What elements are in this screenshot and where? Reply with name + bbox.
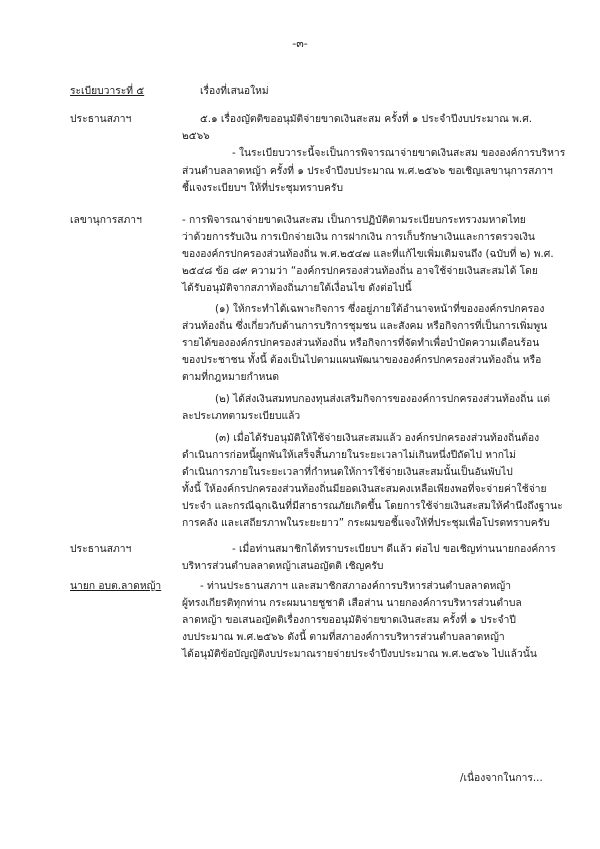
speech-line: - เมื่อท่านสมาชิกได้ทราบระเบียบฯ ดีแล้ว ต่อไป ขอเชิญท่านนายกองค์การ [232, 543, 556, 555]
speech-line: ส่วนตำบลลาดหญ้า ครั้งที่ ๑ ประจำปีงบประมาณ พ.ศ.๒๕๖๖ ขอเชิญเลขานุการสภาฯ [182, 165, 553, 177]
clause-line: ดำเนินการก่อหนี้ผูกพันให้เสร็จสิ้นภายในระยะเวลาไม่เกินหนึ่งปีถัดไป หากไม่ [182, 449, 516, 461]
page-number: -๓- [292, 37, 308, 50]
speech-line: - การพิจารณาจ่ายขาดเงินสะสม เป็นการปฏิบัติตามระเบียบกระทรวงมหาดไทย [182, 214, 526, 226]
clause-line: ละประเภทตามระเบียบแล้ว [182, 410, 301, 422]
clause-line: รายได้ขององค์กรปกครองส่วนท้องถิ่น หรือกิจการที่จัดทำเพื่อบำบัดความเดือนร้อน [182, 337, 540, 349]
clause-line: (๒) ได้ส่งเงินสมทบกองทุนส่งเสริมกิจการขององค์การปกครองส่วนท้องถิ่น แต่ [215, 393, 551, 405]
speech-line: ได้อนุมัติข้อบัญญัติงบประมาณรายจ่ายประจำปีงบประมาณ พ.ศ.๒๕๖๖ ไปแล้วนั้น [182, 648, 537, 660]
speech-line: บริหารส่วนตำบลลาดหญ้าเสนอญัตติ เชิญครับ [182, 560, 384, 572]
speech-line: ว่าด้วยการรับเงิน การเบิกจ่ายเงิน การฝากเงิน การเก็บรักษาเงินและการตรวจเงิน [182, 231, 535, 243]
item-line: ๒๕๖๖ [182, 130, 210, 142]
closing-line: การคลัง และเสถียรภาพในระยะยาว” กระผมขอชี้แจงให้ที่ประชุมเพื่อโปรดทราบครับ [182, 517, 550, 529]
continuation-note: /เนื่องจากในการ... [460, 772, 543, 784]
speech-line: งบประมาณ พ.ศ.๒๕๖๖ ดังนี้ ตามที่สภาองค์การบริหารส่วนตำบลลาดหญ้า [182, 631, 505, 643]
clause-line: ตามที่กฎหมายกำหนด [182, 371, 280, 383]
clause-line: ของประชาชน ทั้งนี้ ต้องเป็นไปตามแผนพัฒนาขององค์กรปกครองส่วนท้องถิ่น หรือ [182, 354, 542, 366]
speech-line: - ท่านประธานสภาฯ และสมาชิกสภาองค์การบริหารส่วนตำบลลาดหญ้า [200, 580, 511, 592]
item-line: ๕.๑ เรื่องญัตติขออนุมัติจ่ายขาดเงินสะสม ครั้งที่ ๑ ประจำปีงบประมาณ พ.ศ. [200, 113, 532, 125]
speech-line: ได้รับอนุมัติจากสภาท้องถิ่นภายใต้เงื่อนไข ดังต่อไปนี้ [182, 282, 412, 294]
speech-line: ผู้ทรงเกียรติทุกท่าน กระผมนายชูชาติ เสือส่าน นายกองค์การบริหารส่วนตำบล [182, 597, 522, 609]
speech-line: ๒๕๔๘ ข้อ ๘๙ ความว่า “องค์กรปกครองส่วนท้องถิ่น อาจใช้จ่ายเงินสะสมได้ โดย [182, 265, 538, 277]
clause-line: (๑) ให้กระทำได้เฉพาะกิจการ ซึ่งอยู่ภายใต้อำนาจหน้าที่ขององค์กรปกครอง [215, 303, 545, 315]
clause-line: (๓) เมื่อได้รับอนุมัติให้ใช้จ่ายเงินสะสมแล้ว องค์กรปกครองส่วนท้องถิ่นต้อง [215, 432, 540, 444]
speaker-label: นายก อบต.ลาดหญ้า [70, 580, 162, 592]
closing-line: ทั้งนี้ ให้องค์กรปกครองส่วนท้องถิ่นมียอดเงินสะสมคงเหลือเพียงพอที่จะจ่ายค่าใช้จ่าย [182, 483, 547, 495]
speaker-label: ประธานสภาฯ [70, 543, 132, 555]
speaker-label: เลขานุการสภาฯ [70, 214, 142, 226]
agenda-title: เรื่องที่เสนอใหม่ [200, 85, 269, 97]
clause-line: ส่วนท้องถิ่น ซึ่งเกี่ยวกับด้านการบริการชุมชน และสังคม หรือกิจการที่เป็นการเพิ่มพูน [182, 320, 548, 332]
speaker-label: ประธานสภาฯ [70, 113, 132, 125]
speech-line: - ในระเบียบวาระนี้จะเป็นการพิจารณาจ่ายขาดเงินสะสม ขององค์การบริหาร [232, 147, 566, 159]
speech-line: ขององค์กรปกครองส่วนท้องถิ่น พ.ศ.๒๕๔๗ และที่แก้ไขเพิ่มเติมจนถึง (ฉบับที่ ๒) พ.ศ. [182, 248, 554, 260]
closing-line: ประจำ และกรณีฉุกเฉินที่มีสาธารณภัยเกิดขึ้น โดยการใช้จ่ายเงินสะสมให้คำนึงถึงฐานะ [182, 500, 563, 512]
clause-line: ดำเนินการภายในระยะเวลาที่กำหนดให้การใช้จ่ายเงินสะสมนั้นเป็นอันพับไป [182, 466, 513, 478]
speech-line: ชี้แจงระเบียบฯ ให้ที่ประชุมทราบครับ [182, 182, 343, 194]
speech-line: ลาดหญ้า ขอเสนอญัตติเรื่องการขออนุมัติจ่ายขาดเงินสะสม ครั้งที่ ๑ ประจำปี [182, 614, 516, 626]
agenda-label: ระเบียบวาระที่ ๕ [70, 85, 145, 97]
